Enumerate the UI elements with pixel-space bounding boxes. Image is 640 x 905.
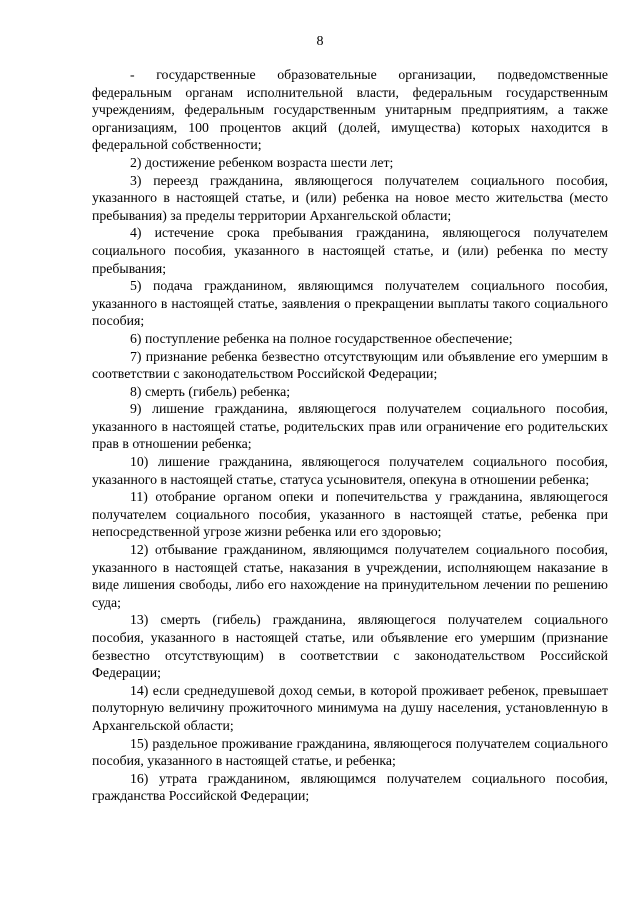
page-number: 8 [316, 34, 324, 49]
document-body [92, 66, 608, 805]
paragraph-item-15: 15) раздельное проживание гражданина, являющегося получателем социального пособия, указанного в настоящей статье, и ребенка; [92, 735, 608, 769]
paragraph-federal-organizations: - государственные образовательные организации, подведомственные федеральным органам исполнительной власти, федеральным государственным учреждениям, федеральным государственным унитарным предприятиям, а также организациям, 100 процентов акций (долей, имущества) которых находится в федеральной собственности; [92, 67, 608, 153]
paragraph-item-12: 12) отбывание гражданином, являющимся получателем социального пособия, указанного в настоящей статье, наказания в учреждении, исполняющем наказание в виде лишения свободы, либо его нахождение на принудительном лечении по решению суда; [92, 542, 608, 610]
paragraph-item-5: 5) подача гражданином, являющимся получателем социального пособия, указанного в настоящей статье, заявления о прекращении выплаты такого социального пособия; [92, 278, 608, 329]
paragraph-item-9: 9) лишение гражданина, являющегося получателем социального пособия, указанного в настоящей статье, родительских прав или ограничение его родительских прав в отношении ребенка; [92, 401, 608, 452]
paragraph-item-16: 16) утрата гражданином, являющимся получателем социального пособия, гражданства Российской Федерации; [92, 770, 608, 804]
paragraph-item-2: 2) достижение ребенком возраста шести лет; [130, 154, 394, 170]
paragraph-item-14: 14) если среднедушевой доход семьи, в которой проживает ребенок, превышает полуторную величину прожиточного минимума на душу населения, установленную в Архангельской области; [92, 682, 608, 733]
paragraph-item-10: 10) лишение гражданина, являющегося получателем социального пособия, указанного в настоящей статье, статуса усыновителя, опекуна в отношении ребенка; [92, 454, 608, 487]
paragraph-item-6: 6) поступление ребенка на полное государственное обеспечение; [130, 330, 513, 346]
paragraph-item-7: 7) признание ребенка безвестно отсутствующим или объявление его умершим в соответствии с законодательством Российской Федерации; [92, 348, 608, 382]
paragraph-item-13: 13) смерть (гибель) гражданина, являющегося получателем социального пособия, указанного в настоящей статье, или объявление его умершим (признание безвестно отсутствующим) в соответствии с законодательством Российской Федерации; [92, 612, 608, 681]
paragraph-item-8: 8) смерть (гибель) ребенка; [130, 383, 291, 399]
paragraph-item-3: 3) переезд гражданина, являющегося получателем социального пособия, указанного в настоящей статье, и (или) ребенка на новое место жительства (место пребывания) за пределы территории Архангельской области; [92, 172, 608, 223]
paragraph-item-11: 11) отобрание органом опеки и попечительства у гражданина, являющегося получателем социального пособия, указанного в настоящей статье, ребенка при непосредственной угрозе жизни ребенка или его здоровью; [92, 489, 608, 540]
paragraph-item-4: 4) истечение срока пребывания гражданина, являющегося получателем социального пособия, указанного в настоящей статье, и (или) ребенка по месту пребывания; [92, 225, 608, 276]
